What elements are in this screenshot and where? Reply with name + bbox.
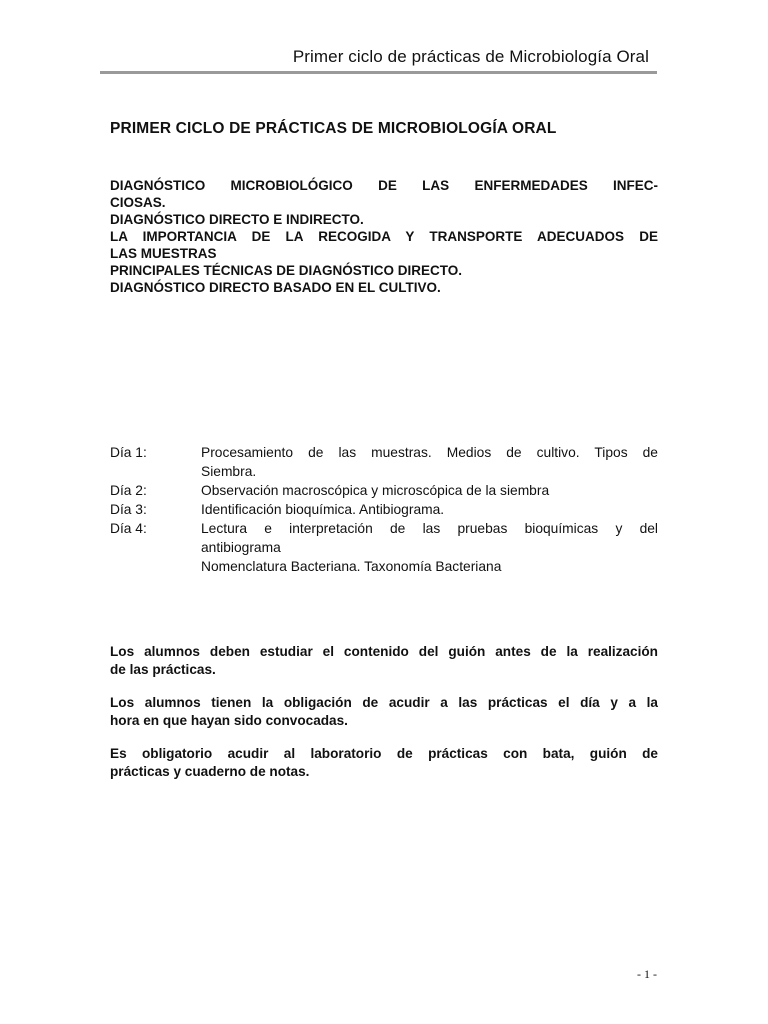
schedule-row	[110, 443, 658, 481]
note-paragraph	[110, 694, 658, 730]
schedule-day: Día 3:	[110, 502, 147, 517]
schedule-row	[110, 500, 658, 519]
note-line: Es obligatorio acudir al laboratorio de prácticas con bata, guión de	[110, 746, 658, 761]
schedule-line: Siembra.	[201, 464, 257, 479]
topic-line: DIAGNÓSTICO DIRECTO BASADO EN EL CULTIVO.	[110, 280, 441, 295]
schedule-description	[201, 481, 658, 500]
schedule-row	[110, 519, 658, 576]
requirements-notes	[110, 643, 658, 796]
note-line: de las prácticas.	[110, 662, 216, 677]
schedule-day: Día 4:	[110, 521, 147, 536]
schedule-line: Procesamiento de las muestras. Medios de cultivo. Tipos de	[201, 445, 658, 460]
note-line: hora en que hayan sido convocadas.	[110, 713, 348, 728]
schedule-line: Observación macroscópica y microscópica de la siembra	[201, 483, 550, 498]
schedule-day: Día 1:	[110, 445, 147, 460]
schedule-row	[110, 481, 658, 500]
schedule-line: Nomenclatura Bacteriana. Taxonomía Bacteriana	[201, 559, 502, 574]
topic-line: CIOSAS.	[110, 195, 166, 210]
page-number: - 1 -	[637, 967, 657, 981]
schedule-day: Día 2:	[110, 483, 147, 498]
schedule-description	[201, 443, 658, 481]
topic-line: DIAGNÓSTICO MICROBIOLÓGICO DE LAS ENFERMEDADES INFEC-	[110, 178, 658, 193]
topic-line: DIAGNÓSTICO DIRECTO E INDIRECTO.	[110, 212, 364, 227]
document-title: PRIMER CICLO DE PRÁCTICAS DE MICROBIOLOGÍA ORAL	[110, 120, 557, 137]
note-paragraph	[110, 643, 658, 679]
topic-line: PRINCIPALES TÉCNICAS DE DIAGNÓSTICO DIRECTO.	[110, 263, 463, 278]
schedule-line: Identificación bioquímica. Antibiograma.	[201, 502, 445, 517]
note-paragraph	[110, 745, 658, 781]
schedule-description	[201, 500, 658, 519]
schedule-list	[110, 443, 658, 576]
header-divider	[100, 71, 657, 74]
note-line: Los alumnos tienen la obligación de acudir a las prácticas el día y a la	[110, 695, 658, 710]
running-header-title: Primer ciclo de prácticas de Microbiología Oral	[292, 47, 649, 66]
topic-line: LAS MUESTRAS	[110, 246, 217, 261]
schedule-line: Lectura e interpretación de las pruebas bioquímicas y del	[201, 521, 658, 536]
topic-line: LA IMPORTANCIA DE LA RECOGIDA Y TRANSPORTE ADECUADOS DE	[110, 229, 658, 244]
note-line: prácticas y cuaderno de notas.	[110, 764, 310, 779]
schedule-line: antibiograma	[201, 540, 281, 555]
topics-list	[110, 177, 658, 296]
note-line: Los alumnos deben estudiar el contenido del guión antes de la realización	[110, 644, 658, 659]
schedule-description	[201, 519, 658, 576]
